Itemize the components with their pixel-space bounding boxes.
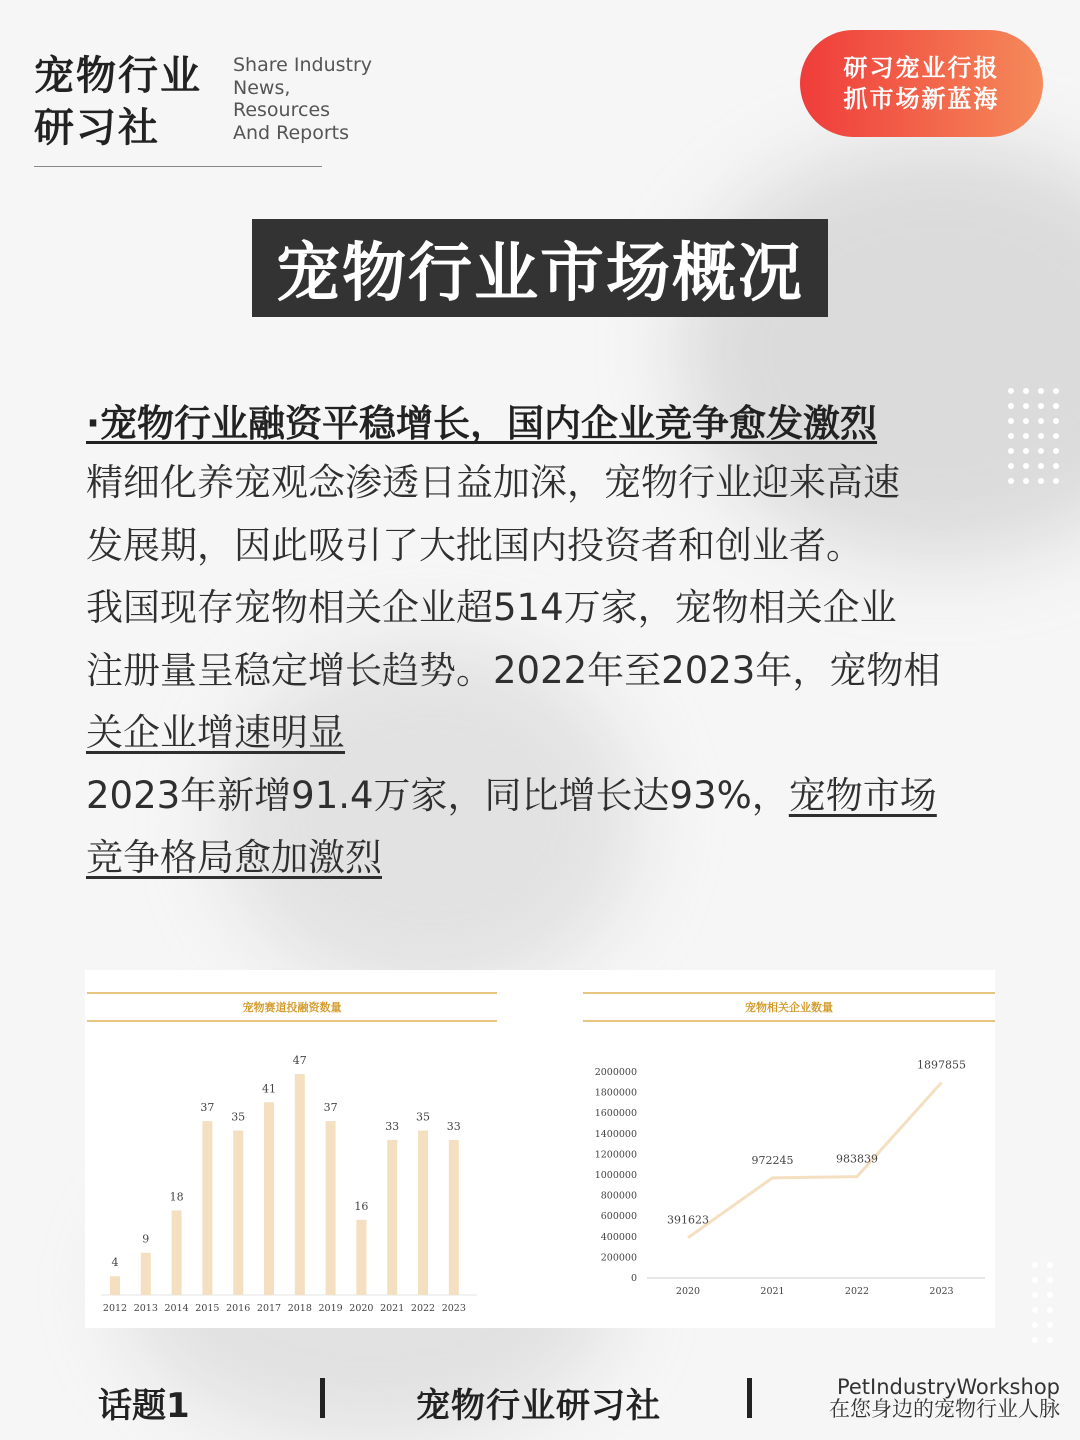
- bar: [326, 1121, 336, 1295]
- charts-panel: [85, 970, 995, 1328]
- line-y-tick-label: 1400000: [594, 1128, 637, 1140]
- bar-x-tick-label: 2019: [318, 1303, 343, 1314]
- body-line: 竞争格局愈加激烈: [86, 836, 382, 879]
- line-x-tick-label: 2022: [844, 1286, 870, 1297]
- bar-x-tick-label: 2023: [441, 1303, 466, 1314]
- brand-name-line: 宠物行业: [34, 53, 202, 99]
- body-segment: 2023年新增91.4万家，同比增长达93%，: [86, 773, 789, 817]
- body-line: 精细化养宠观念渗透日益加深，宠物行业迎来高速: [86, 461, 900, 504]
- slogan-line: 研习宠业行报: [843, 53, 1000, 82]
- bar-data-label: 35: [416, 1110, 430, 1124]
- bar-x-tick-label: 2022: [410, 1303, 436, 1314]
- line-y-tick-label: 1200000: [594, 1149, 637, 1161]
- page-title: 宠物行业市场概况: [252, 219, 828, 317]
- bar: [264, 1102, 274, 1295]
- bar: [418, 1131, 428, 1296]
- body-line: 注册量呈稳定增长趋势。2022年至2023年，宠物相: [86, 648, 941, 692]
- bar-x-tick-label: 2016: [226, 1303, 251, 1314]
- bar-data-label: 18: [169, 1190, 184, 1204]
- line-y-tick-label: 0: [630, 1273, 637, 1284]
- line-y-tick-label: 2000000: [594, 1067, 637, 1078]
- slogan-line: 抓市场新蓝海: [843, 84, 1000, 113]
- bar-x-tick-label: 2020: [349, 1303, 374, 1314]
- line-y-tick-label: 200000: [600, 1252, 637, 1264]
- body-segment-underlined: 宠物市场: [788, 773, 937, 817]
- line-y-tick-label: 1800000: [594, 1087, 637, 1099]
- bar-data-label: 37: [323, 1101, 338, 1115]
- line-data-label: 972245: [751, 1153, 794, 1167]
- bar-chart-title: 宠物赛道投融资数量: [242, 1001, 342, 1014]
- line-chart-title: 宠物相关企业数量: [745, 1001, 833, 1014]
- brand-name-line: 研习社: [34, 105, 160, 151]
- bar-data-label: 9: [142, 1232, 150, 1246]
- footer-topic: 话题1: [98, 1386, 190, 1426]
- bar-data-label: 33: [446, 1119, 461, 1133]
- line-data-label: 1897855: [917, 1058, 966, 1072]
- footer-en-name: PetIndustryWorkshop: [836, 1375, 1060, 1399]
- line-x-tick-label: 2023: [929, 1286, 954, 1297]
- bar-x-tick-label: 2014: [164, 1303, 189, 1314]
- section-headline: ·宠物行业融资平稳增长，国内企业竞争愈发激烈: [86, 402, 878, 445]
- body-line: 我国现存宠物相关企业超514万家，宠物相关企业: [86, 586, 897, 629]
- bar-data-label: 47: [292, 1054, 307, 1068]
- bar-data-label: 4: [111, 1256, 119, 1270]
- bar: [202, 1121, 212, 1295]
- body-line: 关企业增速明显: [86, 711, 345, 754]
- footer-separator: [320, 1378, 325, 1418]
- line-y-tick-label: 400000: [600, 1231, 637, 1243]
- bar: [233, 1131, 243, 1296]
- bar: [295, 1074, 305, 1295]
- body-line: [86, 765, 1006, 828]
- bar-data-label: 37: [200, 1101, 215, 1115]
- bar-data-label: 16: [354, 1199, 369, 1213]
- footer-cn-tagline: 在您身边的宠物行业人脉: [829, 1397, 1060, 1421]
- body-text: [86, 452, 1006, 890]
- line-y-tick-label: 1000000: [594, 1170, 637, 1181]
- line-y-tick-label: 1600000: [594, 1108, 637, 1120]
- bar: [172, 1210, 182, 1295]
- brand-subtitle-line: And Reports: [233, 121, 350, 144]
- bar: [356, 1220, 366, 1295]
- bar-x-tick-label: 2021: [380, 1303, 405, 1314]
- bar: [110, 1276, 120, 1295]
- bar-data-label: 33: [385, 1119, 400, 1133]
- bar-x-tick-label: 2018: [287, 1303, 312, 1314]
- brand-name: [34, 50, 202, 154]
- bar-data-label: 41: [262, 1082, 276, 1096]
- decorative-dots: [1008, 388, 1059, 484]
- brand-subtitle: [233, 54, 372, 144]
- footer-brand: 宠物行业研习社: [416, 1386, 661, 1426]
- brand-divider: [34, 166, 322, 167]
- line-data-label: 391623: [667, 1213, 709, 1227]
- charts-svg: [85, 970, 995, 1328]
- line-x-tick-label: 2020: [675, 1286, 701, 1297]
- brand-subtitle-line: News,: [233, 76, 291, 99]
- body-line: 发展期，因此吸引了大批国内投资者和创业者。: [86, 523, 863, 567]
- footer-separator: [747, 1378, 752, 1418]
- decorative-dots: [1032, 1262, 1053, 1343]
- bar: [141, 1253, 151, 1295]
- line-y-tick-label: 600000: [600, 1211, 637, 1223]
- line-series: [688, 1083, 942, 1238]
- bar-x-tick-label: 2013: [133, 1303, 158, 1314]
- bar-x-tick-label: 2017: [256, 1303, 282, 1314]
- bar: [449, 1140, 459, 1295]
- footer: [0, 1370, 1080, 1430]
- line-data-label: 983839: [836, 1152, 878, 1166]
- footer-tagline: [829, 1376, 1060, 1420]
- bar: [387, 1140, 397, 1295]
- bar-x-tick-label: 2012: [102, 1303, 128, 1314]
- bar-data-label: 35: [231, 1110, 246, 1124]
- line-x-tick-label: 2021: [760, 1286, 785, 1297]
- slogan-badge: [800, 30, 1043, 137]
- bar-x-tick-label: 2015: [195, 1303, 220, 1314]
- line-y-tick-label: 800000: [600, 1190, 637, 1202]
- brand-subtitle-line: Resources: [233, 99, 331, 121]
- brand-subtitle-line: Share Industry: [233, 54, 373, 76]
